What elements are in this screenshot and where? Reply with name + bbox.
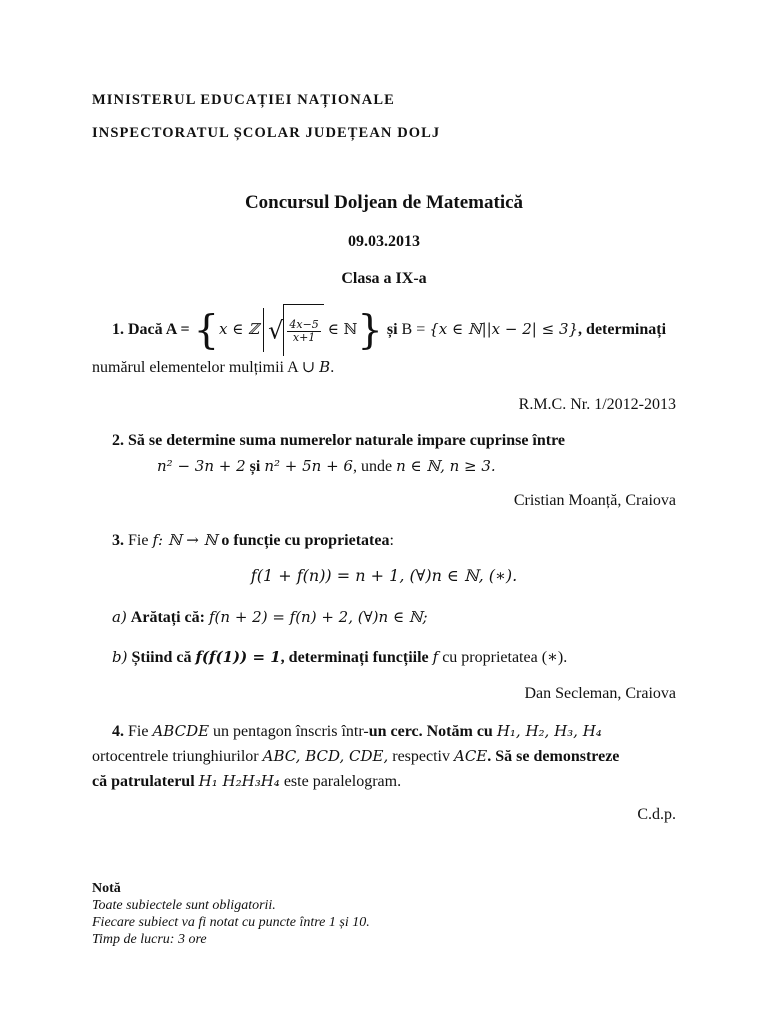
unde-label: , unde [352,458,393,475]
expression-1: n² − 3n + 2 [157,457,246,475]
set-open-brace: { [193,307,220,354]
problem-1-question: numărul elementelor mulțimii A ∪ [92,359,316,376]
fraction-numerator: 4x−5 [289,318,319,332]
problem-2-line-1 [112,430,565,452]
note-line-3: Timp de lucru: 3 ore [92,932,207,947]
orthocenters: H₁, H₂, H₃, H₄ [496,722,602,740]
problem-2-author: Cristian Moanță, Craiova [513,492,676,509]
triangle-ace: ACE [454,747,488,765]
problem-2-line-2 [157,455,496,478]
part-b-f: f [432,648,439,666]
part-b-text: Știind că [131,649,192,666]
part-b-label: b) [112,648,128,666]
problem-2-number: 2. [112,432,124,449]
set-b-symbol: B [319,358,331,376]
problem-4-text-3b: este paralelogram. [283,773,402,790]
sqrt-icon: √ [268,316,284,345]
part-b-text-2: , determinați funcțiile [280,649,429,666]
problem-1-intro: Dacă A = [128,321,190,338]
problem-3-part-b [112,646,567,669]
part-a-equation: f(n + 2) = f(n) + 2, (∀)n ∈ ℕ; [208,608,428,626]
problem-3-statement: o funcție cu proprietatea [221,532,390,549]
problem-4-line-1 [112,720,602,743]
part-b-equation: f(f(1)) = 1 [195,648,281,666]
problem-3-fie: Fie [128,532,149,549]
problem-1-line-2 [92,356,334,379]
functional-equation [0,566,768,586]
page-title: Concursul Doljean de Matematică [244,192,524,213]
problem-1-number: 1. [112,321,124,338]
problem-3-line-1 [112,529,394,552]
problem-1-source: R.M.C. Nr. 1/2012-2013 [518,396,676,413]
part-a-text: Arătați că: [130,609,205,626]
expression-2: n² + 5n + 6 [264,457,353,475]
part-b-text-3: cu proprietatea (∗). [442,649,568,666]
problem-4-line-2 [92,745,619,768]
problem-4-text-2: ortocentrele triunghiurilor [92,748,259,765]
part-a-label: a) [112,608,127,626]
conjunction-si: și [386,321,398,338]
exam-date: 09.03.2013 [348,233,420,250]
set-a-domain: x ∈ ℤ [219,320,260,338]
condition-n: n ∈ ℕ, n ≥ 3. [396,457,496,475]
problem-3-number: 3. [112,532,124,549]
set-close-brace: } [357,307,383,354]
function-signature: f: ℕ → ℕ [152,531,218,549]
period: . [330,359,335,376]
problem-2-statement: Să se determine suma numerelor naturale impare cuprinse între [128,432,565,449]
problem-1-determine: , determinați [578,321,667,338]
quadrilateral: H₁ H₂H₃H₄ [198,772,280,790]
fraction [287,319,320,344]
note-line-1: Toate subiectele sunt obligatorii. [92,898,276,913]
problem-4-fie: Fie [128,723,149,740]
note-title: Notă [92,881,121,896]
set-a-condition: ∈ ℕ [327,320,358,338]
ministry-header: MINISTERUL EDUCAȚIEI NAȚIONALE [92,92,395,108]
respectiv: respectiv [392,748,450,765]
inspectorate-header: INSPECTORATUL ȘCOLAR JUDEȚEAN DOLJ [92,125,441,141]
triangles: ABC, BCD, CDE, [262,747,389,765]
problem-4-text-2b: . Să se demonstreze [487,748,620,765]
note-line-2: Fiecare subiect va fi notat cu puncte între 1 și 10. [92,915,370,930]
fraction-denominator: x+1 [292,331,316,345]
sqrt-radicand [283,304,323,356]
set-b-definition: {x ∈ ℕ||x − 2| ≤ 3} [429,320,579,338]
problem-4-text-1: un pentagon înscris într- [213,723,369,740]
grade-label: Clasa a IX-a [341,270,427,287]
set-divider-bar [263,308,264,352]
problem-4-text-3: că patrulaterul [92,773,195,790]
set-b-label: B = [401,321,426,338]
problem-4-author: C.d.p. [637,806,676,823]
problem-4-text-1b: un cerc. Notăm cu [368,723,493,740]
note-block [92,880,370,948]
problem-3-part-a [112,606,428,629]
problem-3-author: Dan Secleman, Craiova [524,685,676,702]
problem-4-number: 4. [112,723,124,740]
problem-1-line-1 [112,304,666,354]
pentagon-name: ABCDE [152,722,210,740]
equation-star: f(1 + f(n)) = n + 1, (∀)n ∈ ℕ, (∗). [250,566,518,585]
conjunction-si-2: și [249,458,261,475]
problem-4-line-3 [92,770,401,793]
colon: : [389,532,394,549]
